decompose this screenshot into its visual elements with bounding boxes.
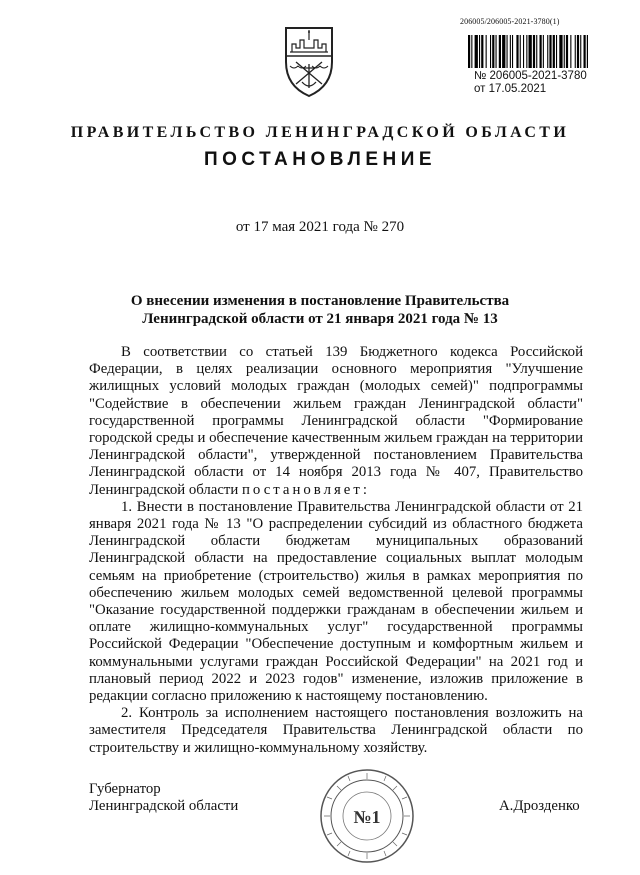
barcode-bar	[580, 35, 581, 68]
barcode-bar	[520, 35, 521, 68]
barcode-bar	[502, 35, 505, 68]
barcode-bar	[490, 35, 491, 68]
barcode-bar	[570, 35, 571, 68]
document-subject	[100, 292, 540, 328]
paragraph-item-2: 2. Контроль за исполнением настоящего постановления возложить на заместителя Председателя Правительства Ленинградской области по строительству и жилищно-коммунальному хозяйству.	[89, 705, 583, 756]
barcode-bar	[577, 35, 579, 68]
barcode-bar	[556, 35, 557, 68]
barcode-bar	[523, 35, 524, 68]
stamp-number: №1	[353, 807, 381, 827]
barcode-bar	[543, 35, 544, 68]
barcode-bar	[496, 35, 497, 68]
official-stamp	[318, 767, 416, 865]
barcode-bar	[533, 35, 535, 68]
document-date-number: от 17 мая 2021 года № 270	[235, 219, 405, 235]
subject-line-2: Ленинградской области от 21 января 2021 года № 13	[142, 311, 498, 327]
barcode-bar	[468, 35, 470, 68]
barcode-bar	[529, 35, 532, 68]
registration-date: от 17.05.2021	[474, 83, 547, 95]
coat-of-arms-icon	[278, 22, 340, 100]
barcode-bar	[471, 35, 472, 68]
barcode-bar	[526, 35, 527, 68]
registration-info	[474, 70, 587, 96]
barcode-bar	[492, 35, 494, 68]
preamble-text: В соответствии со статьей 139 Бюджетного кодекса Российской Федерации, в целях реализации основного мероприятия "Улучшение жилищных условий молодых граждан (молодых семей)" подпрограммы "Содействие в обеспечении жильем граждан Ленинградской области" государственной программы Ленинградской области "Формирование городской среды и обеспечение качественным жильем граждан на территории Ленинградской области", утвержденной постановлением Правительства Ленинградской области от 14 ноября 2013 года № 407, Правительство Ленинградской области	[89, 344, 583, 498]
barcode-bar	[507, 35, 508, 68]
issuing-authority: ПРАВИТЕЛЬСТВО ЛЕНИНГРАДСКОЙ ОБЛАСТИ	[70, 124, 570, 141]
barcode-bar	[566, 35, 568, 68]
signatory-name: А.Дрозденко	[499, 798, 580, 814]
position-region: Ленинградской области	[89, 798, 239, 815]
barcode-bar	[559, 35, 562, 68]
barcode-bar	[549, 35, 551, 68]
barcode-bar	[553, 35, 555, 68]
subject-line-1: О внесении изменения в постановление Правительства	[130, 293, 510, 309]
barcode-bar	[475, 35, 478, 68]
position-title: Губернатор	[89, 781, 161, 797]
document-code: 206005/206005-2021-3780(1)	[460, 17, 560, 26]
barcode-bar	[564, 35, 565, 68]
barcode-bar	[587, 35, 588, 68]
barcode-bar	[486, 35, 487, 68]
signatory-position	[89, 781, 238, 815]
barcode-bar	[575, 35, 576, 68]
decides-word: постановляет:	[242, 481, 370, 498]
barcode-bar	[481, 35, 483, 68]
document-type: ПОСТАНОВЛЕНИЕ	[203, 149, 437, 170]
paragraph-item-1: 1. Внести в постановление Правительства Ленинградской области от 21 января 2021 года № 13 "О распределении субсидий из областного бюджета Ленинградской области бюджетам муниципальных образований Ленинградской области на предоставление социальных выплат молодым семьям на приобретение (строительство) жилья в рамках мероприятия по обеспечению жильем молодых семей ведомственной целевой программы "Оказание государственной поддержки гражданам в обеспечении жильем и оплате жилищно-коммунальных услуг" государственной программы Российской Федерации "Обеспечение доступным и комфортным жильем и коммунальными услугами граждан Российской Федерации" на 2021 год и плановый период 2022 и 2023 годов" изменение, изложив приложение в редакции согласно приложению к настоящему постановлению.	[89, 498, 583, 705]
barcode	[468, 35, 588, 68]
barcode-bar	[584, 35, 586, 68]
barcode-bar	[516, 35, 518, 68]
barcode-bar	[540, 35, 542, 68]
barcode-bar	[547, 35, 548, 68]
barcode-bar	[536, 35, 537, 68]
barcode-bar	[512, 35, 513, 68]
barcode-bar	[479, 35, 480, 68]
registration-number: № 206005-2021-3780	[474, 70, 587, 82]
paragraph-preamble	[89, 344, 583, 499]
barcode-bar	[499, 35, 501, 68]
document-body	[89, 344, 583, 757]
barcode-bar	[510, 35, 511, 68]
